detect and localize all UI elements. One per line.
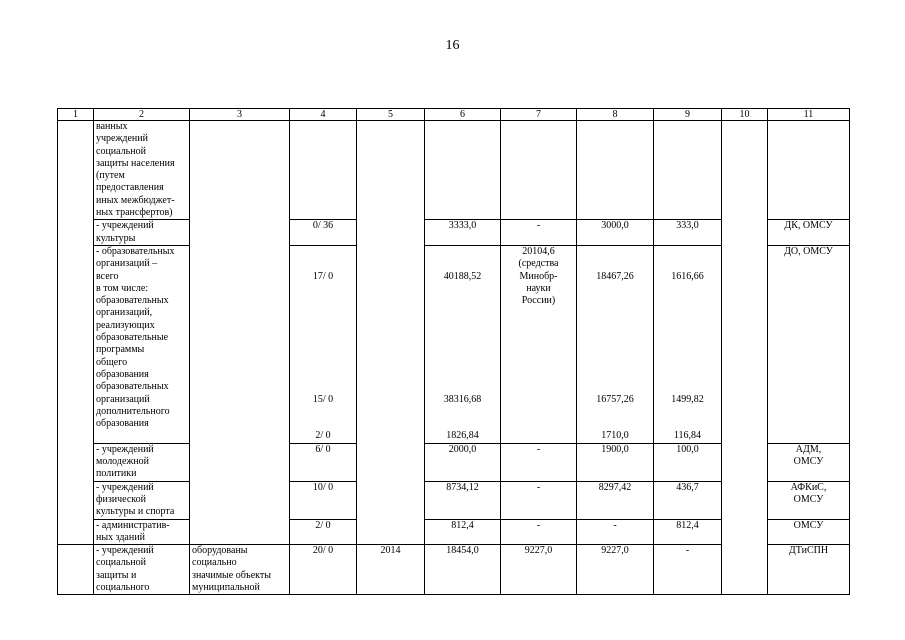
column-number: 7 xyxy=(501,109,577,121)
cell-item-name: - учреждений физической культуры и спорта xyxy=(94,481,190,519)
column-number: 6 xyxy=(425,109,501,121)
cell-total-amount: 812,4 xyxy=(425,519,501,545)
column-number: 2 xyxy=(94,109,190,121)
cell-object-count: 10/ 0 xyxy=(290,481,357,519)
cell-executor: ДК, ОМСУ xyxy=(768,220,850,246)
cell-object-count: 0/ 36 xyxy=(290,220,357,246)
cell-executor: АФКиС, ОМСУ xyxy=(768,481,850,519)
cell-col9 xyxy=(654,121,722,220)
cell-executor: ОМСУ xyxy=(768,519,850,545)
cell-col1 xyxy=(58,121,94,545)
cell-executor: ДО, ОМСУ xyxy=(768,245,850,443)
cell-federal-amount: - xyxy=(501,519,577,545)
column-number: 4 xyxy=(290,109,357,121)
cell-item-name: - административ- ных зданий xyxy=(94,519,190,545)
cell-local-amount: 1616,66 1499,82 116,84 xyxy=(654,245,722,443)
cell-executor: АДМ, ОМСУ xyxy=(768,443,850,481)
cell-federal-amount: - xyxy=(501,481,577,519)
cell-local-amount: 436,7 xyxy=(654,481,722,519)
cell-total-amount: 18454,0 xyxy=(425,545,501,595)
cell-col1 xyxy=(58,545,94,595)
cell-item-name: - учреждений социальной защиты и социального xyxy=(94,545,190,595)
cell-executor: ДТиСПН xyxy=(768,545,850,595)
cell-object-count: 2/ 0 xyxy=(290,519,357,545)
cell-col6 xyxy=(425,121,501,220)
column-number-row xyxy=(58,109,850,121)
cell-federal-amount: - xyxy=(501,443,577,481)
cell-total-amount: 2000,0 xyxy=(425,443,501,481)
cell-federal-amount: - xyxy=(501,220,577,246)
cell-regional-amount: 18467,26 16757,26 1710,0 xyxy=(577,245,654,443)
data-table xyxy=(57,108,850,595)
cell-local-amount: 100,0 xyxy=(654,443,722,481)
cell-regional-amount: 1900,0 xyxy=(577,443,654,481)
column-number: 11 xyxy=(768,109,850,121)
cell-federal-amount: 9227,0 xyxy=(501,545,577,595)
cell-year: 2014 xyxy=(357,545,425,595)
column-number: 5 xyxy=(357,109,425,121)
cell-result: оборудованы социально значимые объекты муниципальной xyxy=(190,545,290,595)
cell-total-amount: 8734,12 xyxy=(425,481,501,519)
table-row xyxy=(58,121,850,220)
cell-local-amount: 333,0 xyxy=(654,220,722,246)
cell-regional-amount: 3000,0 xyxy=(577,220,654,246)
cell-col10 xyxy=(722,121,768,595)
cell-col11 xyxy=(768,121,850,220)
cell-item-name: - учреждений молодежной политики xyxy=(94,443,190,481)
column-number: 3 xyxy=(190,109,290,121)
cell-col7 xyxy=(501,121,577,220)
cell-regional-amount: 9227,0 xyxy=(577,545,654,595)
column-number: 1 xyxy=(58,109,94,121)
cell-local-amount: 812,4 xyxy=(654,519,722,545)
cell-col5 xyxy=(357,121,425,545)
column-number: 8 xyxy=(577,109,654,121)
cell-object-count: 6/ 0 xyxy=(290,443,357,481)
cell-federal-amount: 20104,6 (средства Минобр- науки России) xyxy=(501,245,577,443)
cell-total-amount: 40188,52 38316,68 1826,84 xyxy=(425,245,501,443)
cell-total-amount: 3333,0 xyxy=(425,220,501,246)
cell-object-count: 20/ 0 xyxy=(290,545,357,595)
cell-col3 xyxy=(190,121,290,545)
cell-item-name: - образовательных организаций – всего в том числе: образовательных организаций, реализующих образовательные программы общего образования образовательных организаций дополнительного образования xyxy=(94,245,190,443)
cell-regional-amount: - xyxy=(577,519,654,545)
cell-local-amount: - xyxy=(654,545,722,595)
cell-col8 xyxy=(577,121,654,220)
cell-regional-amount: 8297,42 xyxy=(577,481,654,519)
page-number: 16 xyxy=(445,38,460,53)
cell-item-name: ванных учреждений социальной защиты населения (путем предоставления иных межбюджет- ных трансфертов) xyxy=(94,121,190,220)
cell-item-name: - учреждений культуры xyxy=(94,220,190,246)
cell-col4 xyxy=(290,121,357,220)
column-number: 10 xyxy=(722,109,768,121)
column-number: 9 xyxy=(654,109,722,121)
cell-object-count: 17/ 0 15/ 0 2/ 0 xyxy=(290,245,357,443)
